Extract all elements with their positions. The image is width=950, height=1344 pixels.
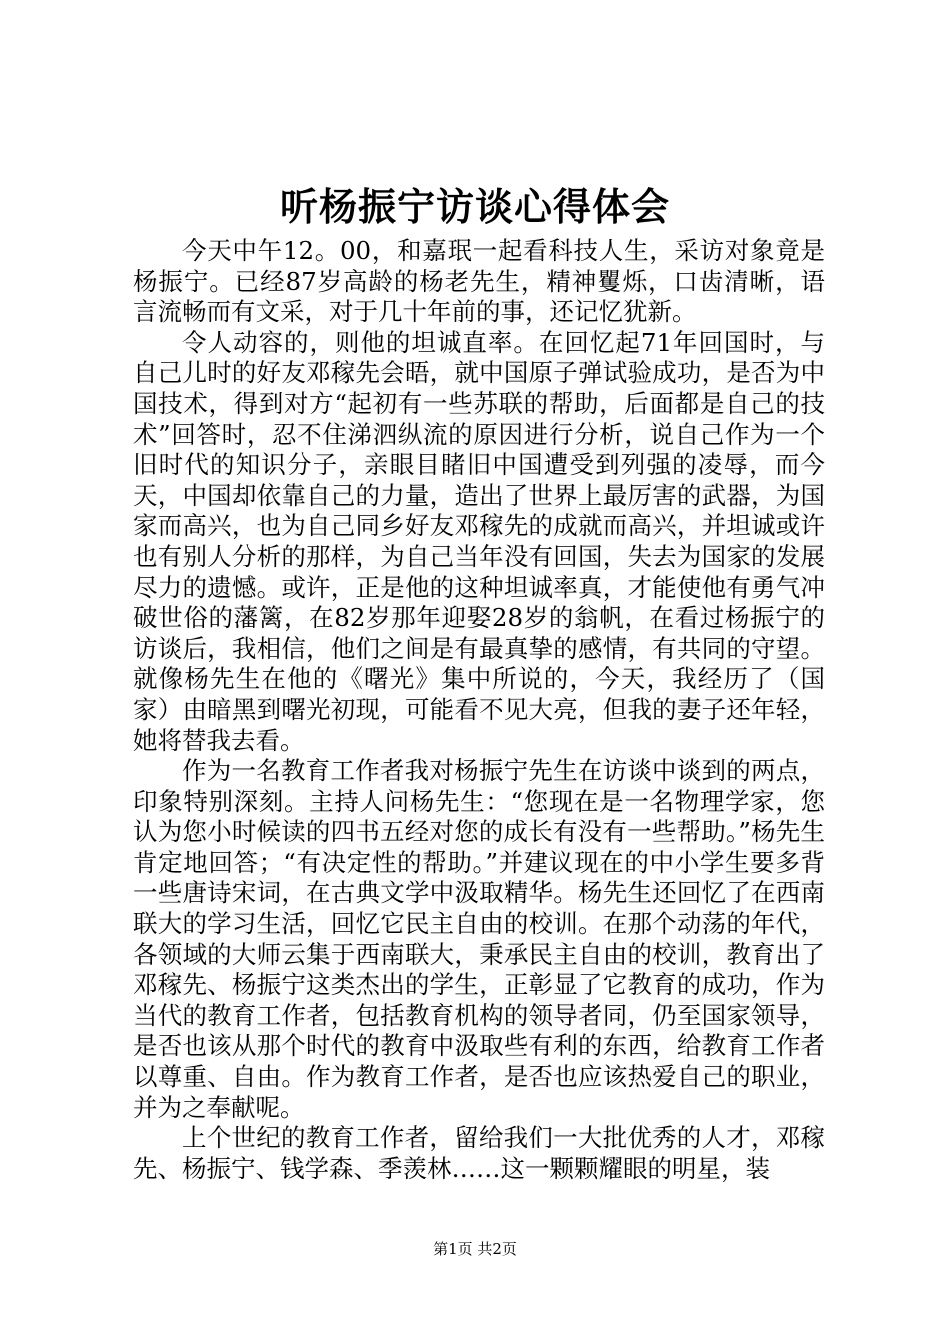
page-title: 听杨振宁访谈心得体会 bbox=[279, 184, 670, 229]
paragraph-4: 上个世纪的教育工作者，留给我们一大批优秀的人才，邓稼先、杨振宁、钱学森、季羡林……这一颗颗耀眼的明星，装 bbox=[133, 1123, 825, 1183]
paragraph-1: 今天中午12。00，和嘉珉一起看科技人生，采访对象竟是杨振宁。已经87岁高龄的杨老先生，精神矍烁，口齿清晰，语言流畅而有文采，对于几十年前的事，还记忆犹新。 bbox=[133, 236, 825, 327]
paragraph-3: 作为一名教育工作者我对杨振宁先生在访谈中谈到的两点，印象特别深刻。主持人问杨先生：“您现在是一名物理学家，您认为您小时候读的四书五经对您的成长有没有一些帮助。”杨先生肯定地回答；“有决定性的帮助。”并建议现在的中小学生要多背一些唐诗宋词，在古典文学中汲取精华。杨先生还回忆了在西南联大的学习生活，回忆它民主自由的校训。在那个动荡的年代，各领域的大师云集于西南联大，秉承民主自由的校训，教育出了邓稼先、杨振宁这类杰出的学生，正彰显了它教育的成功，作为当代的教育工作者，包括教育机构的领导者同，仍至国家领导，是否也该从那个时代的教育中汲取些有利的东西，给教育工作者以尊重、自由。作为教育工作者，是否也应该热爱自己的职业，并为之奉献呢。 bbox=[133, 756, 825, 1122]
paragraph-2: 令人动容的，则他的坦诚直率。在回忆起71年回国时，与自己儿时的好友邓稼先会晤，就中国原子弹试验成功，是否为中国技术，得到对方“起初有一些苏联的帮助，后面都是自己的技术”回答时，忍不住涕泗纵流的原因进行分析，说自己作为一个旧时代的知识分子，亲眼目睹旧中国遭受到列强的凌辱，而今天，中国却依靠自己的力量，造出了世界上最厉害的武器，为国家而高兴，也为自己同乡好友邓稼先的成就而高兴，并坦诚或许也有别人分析的那样，为自己当年没有回国，失去为国家的发展尽力的遗憾。或许，正是他的这种坦诚率真，才能使他有勇气冲破世俗的藩篱，在82岁那年迎娶28岁的翁帆，在看过杨振宁的访谈后，我相信，他们之间是有最真挚的感情，有共同的守望。就像杨先生在他的《曙光》集中所说的，今天，我经历了（国家）由暗黑到曙光初现，可能看不见大亮，但我的妻子还年轻，她将替我去看。 bbox=[133, 327, 825, 755]
document-body bbox=[133, 236, 825, 1184]
page-number-footer: 第1页 共2页 bbox=[433, 1240, 517, 1258]
